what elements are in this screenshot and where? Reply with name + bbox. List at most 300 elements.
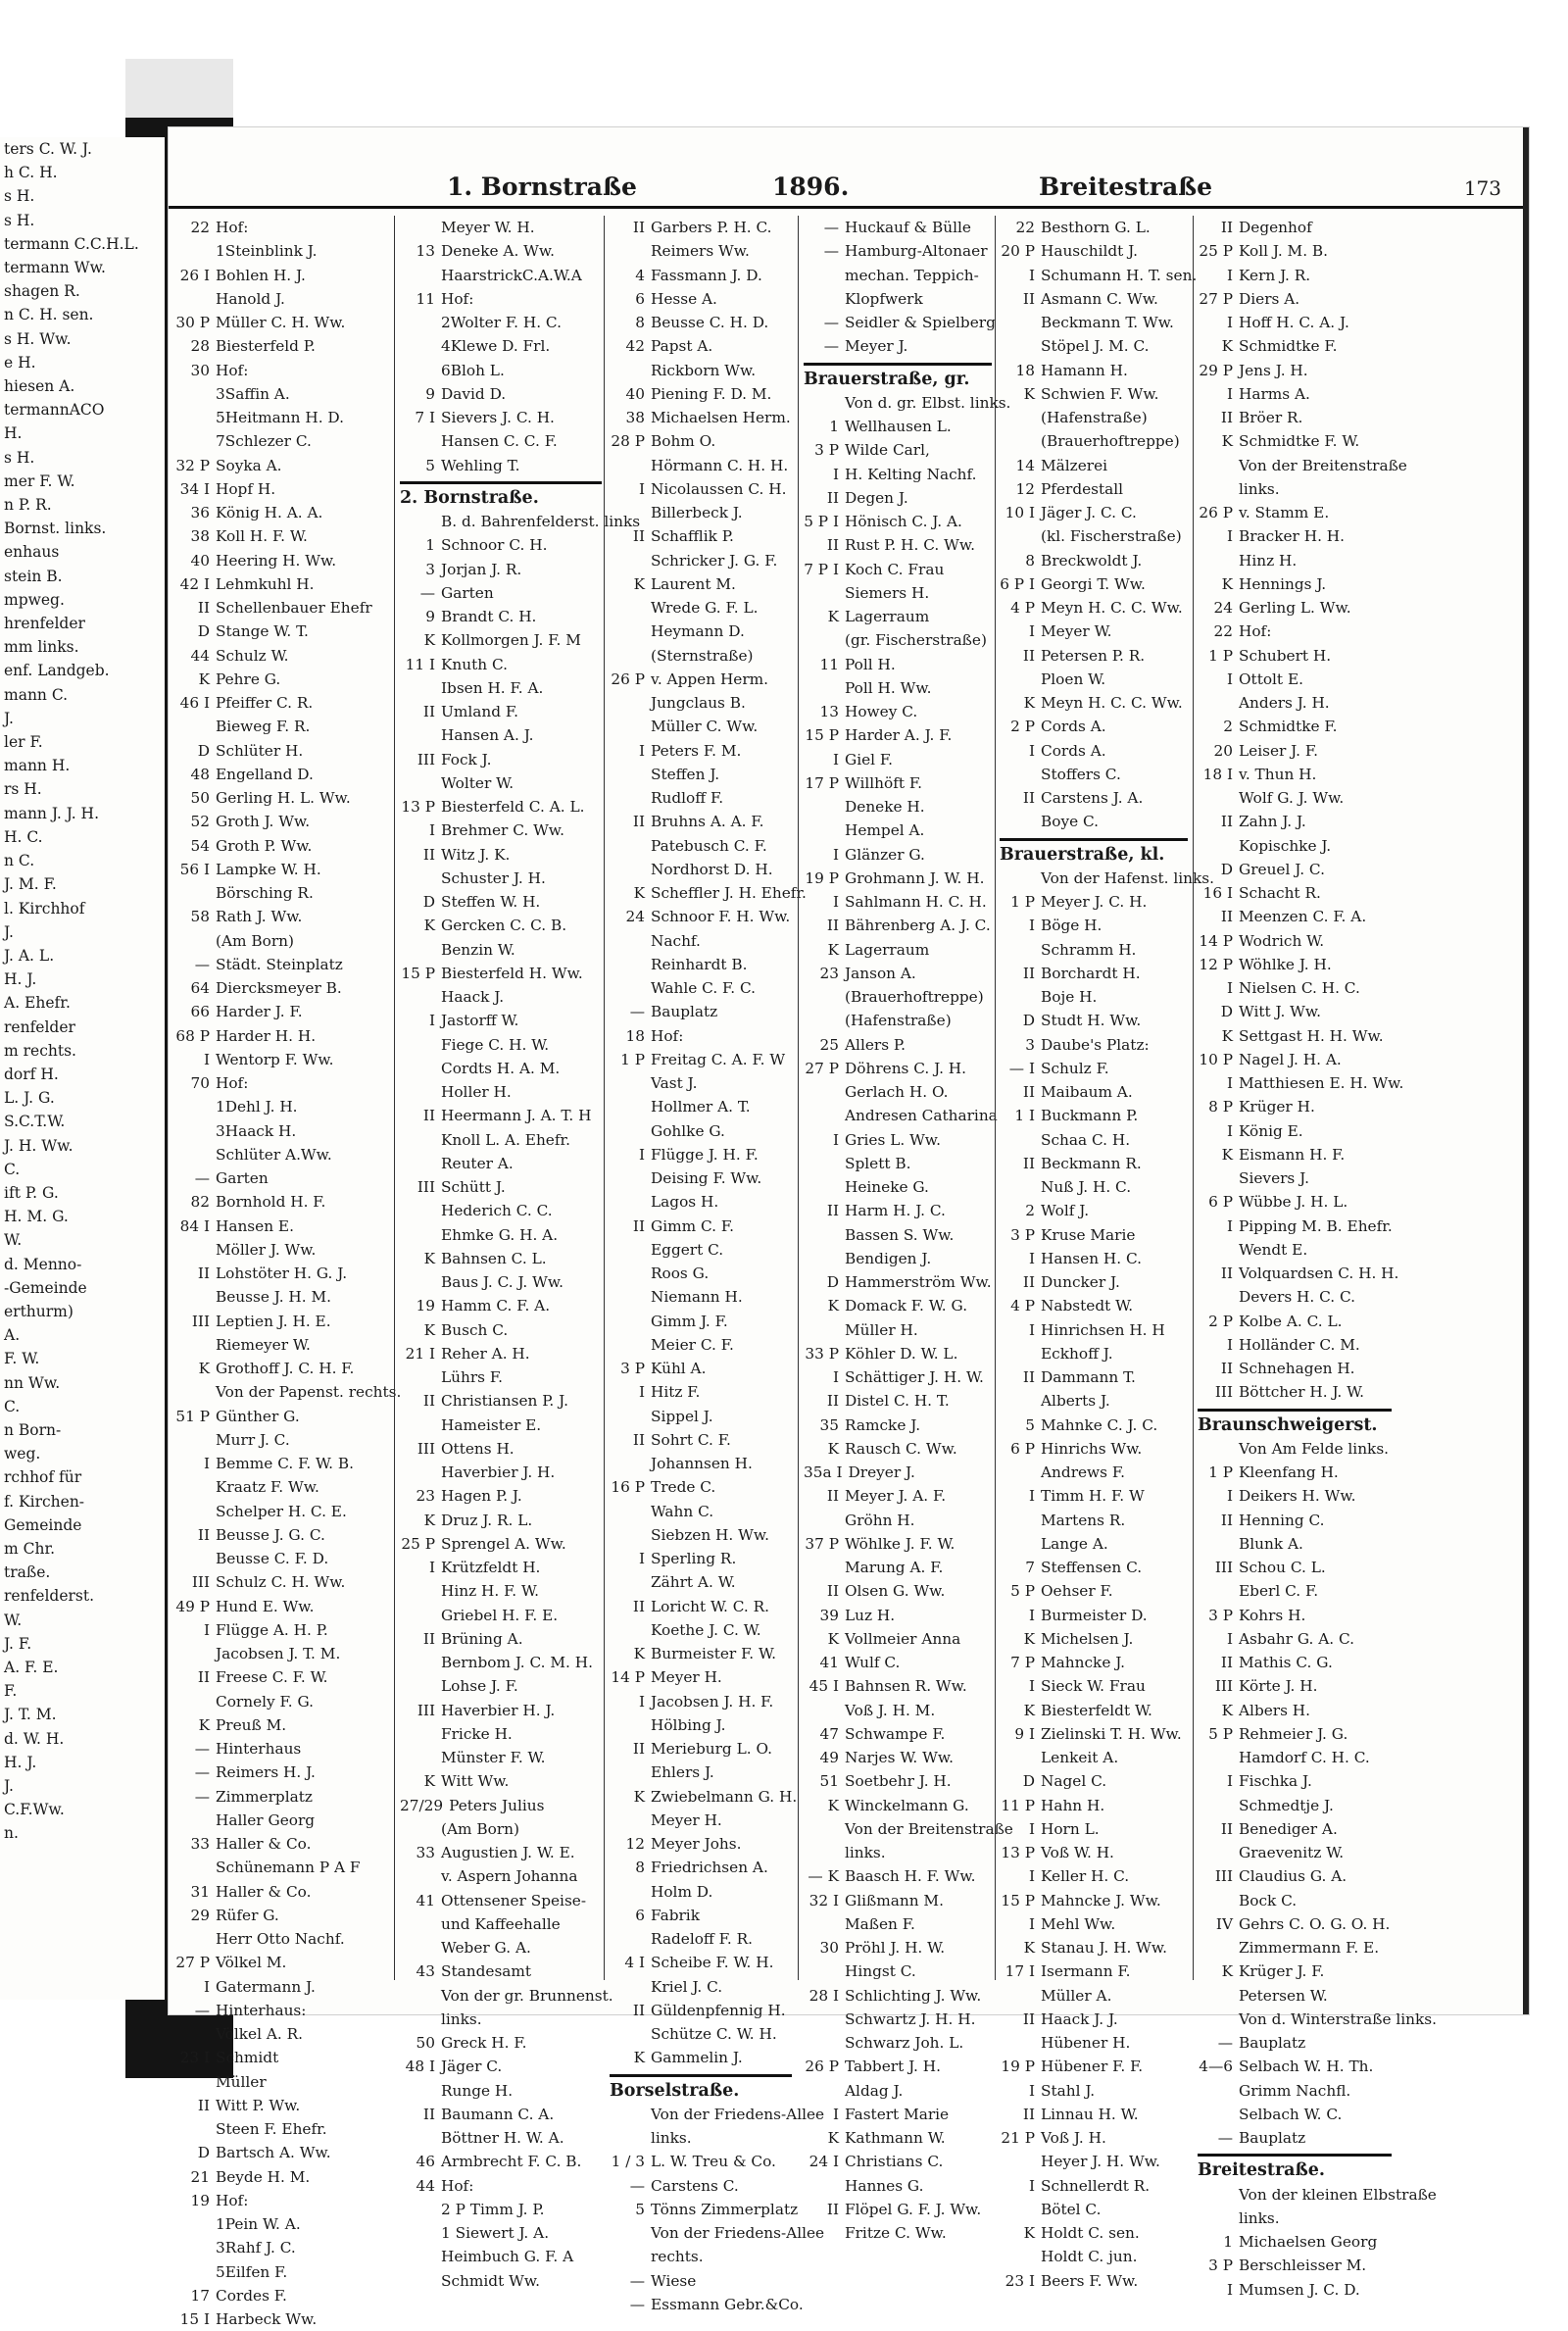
house-number (610, 834, 651, 858)
directory-entry (804, 1223, 992, 1247)
house-number: II (1220, 908, 1233, 926)
house-number (400, 1817, 441, 1841)
house-number: K (633, 1787, 645, 1806)
directory-entry (804, 1912, 992, 1936)
street-heading (1000, 838, 1188, 867)
resident-name: Soetbehr J. H. (845, 1772, 952, 1791)
directory-entry (804, 1389, 992, 1413)
directory-entry (174, 1262, 392, 1285)
resident-name: Weber G. A. (441, 1939, 531, 1957)
resident-name: Boje H. (1041, 988, 1098, 1006)
left-page-line: dorf H. (4, 1065, 59, 1083)
resident-name: 7Schlezer C. (216, 432, 312, 451)
resident-name: Schnoor F. H. Ww. (651, 908, 791, 926)
resident-name: Heymann D. (651, 622, 745, 641)
resident-name: Beckmann R. (1041, 1154, 1142, 1172)
house-number (1198, 2103, 1239, 2126)
house-number: 24 (1213, 599, 1233, 617)
house-number: I (203, 1050, 210, 1068)
directory-entry (1000, 1651, 1188, 1674)
resident-name: Scheibe F. W. H. (651, 1954, 774, 1972)
house-number (804, 676, 845, 700)
resident-name: Koll J. M. B. (1239, 242, 1329, 261)
house-number (174, 287, 216, 311)
directory-entry (174, 953, 392, 976)
resident-name: Johannsen H. (651, 1455, 753, 1472)
left-page-line: termann C.C.H.L. (4, 234, 139, 253)
directory-entry (1000, 1461, 1188, 1484)
house-number: 24 I (808, 2153, 839, 2171)
house-number (174, 1809, 216, 1832)
directory-entry (174, 1475, 392, 1499)
directory-entry (804, 1651, 992, 1674)
directory-entry (804, 1579, 992, 1603)
house-number (1198, 2207, 1239, 2230)
directory-entry (400, 2174, 602, 2198)
house-number: II (826, 1202, 839, 1220)
house-number (1000, 2150, 1041, 2173)
directory-entry (610, 1690, 792, 1713)
house-number (1198, 1841, 1239, 1864)
resident-name: Dammann T. (1041, 1368, 1136, 1386)
directory-entry (610, 953, 792, 976)
resident-name: Koll H. F. W. (216, 527, 308, 546)
directory-entry (400, 1175, 602, 1199)
resident-name: König E. (1239, 1121, 1303, 1140)
directory-entry (1198, 1310, 1392, 1333)
house-number: — I (1008, 1059, 1035, 1077)
resident-name: Rausch C. Ww. (845, 1439, 957, 1458)
resident-name: Huckauf & Bülle (845, 219, 971, 236)
directory-entry (400, 1199, 602, 1222)
house-number (400, 2126, 441, 2150)
directory-entry (174, 1880, 392, 1904)
directory-entry (1000, 1342, 1188, 1365)
left-page-line: h C. H. (4, 164, 58, 182)
directory-entry (174, 216, 392, 239)
house-number: K (1023, 694, 1035, 712)
house-number: 51 P (175, 1407, 210, 1425)
house-number (400, 1461, 441, 1484)
directory-entry (610, 1357, 792, 1380)
directory-entry (1000, 549, 1188, 572)
left-page-line: traße. (4, 1563, 51, 1582)
resident-name: Wolf G. J. Ww. (1239, 789, 1345, 807)
directory-entry (1198, 406, 1392, 429)
directory-entry (400, 558, 602, 581)
resident-name: Holler H. (441, 1083, 512, 1101)
resident-name: Loricht W. C. R. (651, 1597, 770, 1615)
directory-entry (610, 1809, 792, 1832)
resident-name: Wrede G. F. L. (651, 599, 759, 617)
house-number: 22 (1213, 622, 1233, 641)
resident-name: Lampke W. H. (216, 860, 321, 878)
resident-name: Deising F. Ww. (651, 1169, 762, 1187)
resident-name: Essmann Gebr.&Co. (651, 2295, 804, 2313)
house-number (1000, 1342, 1041, 1365)
house-number (1198, 1936, 1239, 1959)
directory-entry (804, 1033, 992, 1057)
resident-name: Hof: (216, 2191, 249, 2209)
directory-entry (1000, 1532, 1188, 1556)
directory-entry (610, 715, 792, 738)
resident-name: Eckhoff J. (1041, 1344, 1113, 1363)
house-number (610, 1071, 651, 1095)
directory-entry (610, 1547, 792, 1570)
resident-name: Boye C. (1041, 813, 1100, 831)
directory-entry (400, 1651, 602, 1674)
house-number (1000, 810, 1041, 833)
resident-name: Michelsen J. (1041, 1629, 1134, 1648)
directory-entry (1000, 620, 1188, 643)
resident-name: Michaelsen Georg (1239, 2233, 1378, 2251)
resident-name: Eggert C. (651, 1240, 724, 1259)
house-number (610, 1166, 651, 1190)
directory-entry (610, 691, 792, 715)
house-number: II (422, 845, 435, 864)
directory-entry (1000, 2245, 1188, 2268)
left-page-line: rs H. (4, 780, 42, 799)
house-number (174, 1095, 216, 1118)
directory-entry (400, 1722, 602, 1746)
directory-entry (400, 1318, 602, 1342)
directory-entry (1000, 644, 1188, 668)
directory-entry (400, 1556, 602, 1579)
house-number: 28 I (808, 1986, 839, 2005)
house-number: 8 (635, 314, 645, 331)
house-number: II (632, 1430, 645, 1449)
house-number: IV (1215, 1914, 1233, 1933)
house-number: 70 (190, 1074, 210, 1092)
resident-name: Cornely F. G. (216, 1692, 315, 1711)
directory-entry (174, 264, 392, 287)
house-number: 8 P (1208, 1098, 1233, 1116)
house-number (610, 620, 651, 643)
house-number: 32 I (808, 1891, 839, 1909)
resident-name: Döhrens C. J. H. (845, 1059, 967, 1077)
resident-name: Selbach W. C. (1239, 2105, 1343, 2123)
house-number (400, 771, 441, 795)
left-page-line: A. F. E. (4, 1659, 59, 1676)
house-number: II (632, 219, 645, 236)
directory-entry (1000, 1864, 1188, 1888)
resident-name: Patebusch C. F. (651, 836, 767, 855)
directory-entry (1000, 1437, 1188, 1461)
house-number: II (1022, 789, 1035, 807)
resident-name: (Hafenstraße) (1041, 409, 1148, 426)
directory-entry (174, 1927, 392, 1951)
resident-name: Biesterfeld P. (216, 337, 316, 356)
directory-entry (610, 2293, 804, 2316)
house-number (174, 2260, 216, 2284)
directory-entry (1198, 2126, 1392, 2150)
directory-entry (400, 216, 602, 239)
house-number (1000, 668, 1041, 691)
directory-entry (610, 2245, 792, 2268)
directory-entry (400, 1889, 602, 1912)
resident-name: Standesamt (441, 1962, 532, 1981)
house-number: II (1022, 2105, 1035, 2123)
directory-entry (400, 1699, 602, 1722)
resident-name: Hagen P. J. (441, 1487, 522, 1506)
street-heading (1198, 1409, 1392, 1437)
resident-name: Hansen E. (216, 1216, 294, 1235)
house-number: II (1220, 1265, 1233, 1282)
directory-entry (400, 1342, 602, 1365)
resident-name: Bährenberg A. J. C. (845, 917, 991, 935)
resident-name: Flügge A. H. P. (216, 1620, 328, 1639)
directory-entry (610, 264, 792, 287)
directory-entry (1000, 2221, 1188, 2245)
directory-entry (174, 429, 392, 453)
directory-entry (174, 2307, 392, 2331)
resident-name: Daube's Platz: (1041, 1035, 1150, 1054)
directory-entry (804, 581, 992, 605)
house-number (174, 2022, 216, 2046)
resident-name: Holländer C. M. (1239, 1335, 1360, 1354)
directory-entry (174, 786, 392, 810)
house-number: III (191, 1312, 210, 1330)
directory-entry (804, 311, 996, 334)
directory-entry (610, 2046, 792, 2069)
resident-name: Oehser F. (1041, 1582, 1113, 1601)
resident-name: Niemann H. (651, 1288, 743, 1307)
resident-name: Wiese (651, 2271, 697, 2290)
directory-entry (1198, 359, 1392, 382)
resident-name: Fastert Marie (845, 2105, 950, 2123)
house-number: 11 P (1001, 1796, 1035, 1814)
resident-name: Hansen H. C. (1041, 1249, 1143, 1267)
directory-entry (804, 1889, 992, 1912)
house-number: I (1226, 979, 1233, 997)
resident-name: Schaa C. H. (1041, 1130, 1131, 1149)
resident-name: Schelper H. C. E. (216, 1502, 347, 1520)
resident-name: Claudius G. A. (1239, 1867, 1348, 1886)
left-page-line: m rechts. (4, 1041, 76, 1060)
resident-name: Kleenfang H. (1239, 1463, 1339, 1481)
house-number: II (197, 1668, 210, 1687)
directory-entry (1000, 1889, 1188, 1912)
resident-name: Maibaum A. (1041, 1083, 1133, 1101)
resident-name: Friedrichsen A. (651, 1859, 768, 1877)
resident-name: Wehling T. (441, 456, 520, 474)
resident-name: H. Kelting Nachf. (845, 465, 977, 483)
directory-entry (610, 1405, 792, 1428)
resident-name: Nagel J. H. A. (1239, 1050, 1342, 1068)
directory-entry (1198, 1461, 1392, 1484)
left-page-line: J. (4, 1777, 14, 1796)
directory-entry (174, 881, 392, 905)
left-page-line: mer F. W. (4, 471, 75, 490)
resident-name: Von der kleinen Elbstraße (1239, 2185, 1437, 2204)
directory-entry (804, 216, 992, 239)
resident-name: 3Haack H. (216, 1121, 297, 1140)
resident-name: Müller C. Ww. (651, 718, 759, 736)
resident-name: Schnoor C. H. (441, 536, 548, 555)
directory-entry (1000, 311, 1188, 334)
house-number: 46 (416, 2153, 435, 2171)
resident-name: Schwartz J. H. H. (845, 2009, 976, 2028)
house-number (610, 501, 651, 524)
resident-name: Busch C. (441, 1320, 509, 1339)
house-number (1000, 867, 1041, 890)
resident-name: Seidler & Spielberg (845, 314, 996, 331)
directory-entry (174, 1951, 392, 1974)
directory-entry (400, 581, 602, 605)
house-number (174, 1475, 216, 1499)
house-number: 42 (625, 337, 645, 356)
directory-entry (610, 1024, 792, 1048)
house-number: 22 (190, 219, 210, 236)
house-number (400, 510, 441, 533)
directory-entry (804, 605, 992, 628)
directory-entry (1198, 1556, 1392, 1579)
resident-name: Flöpel G. F. J. Ww. (845, 2200, 982, 2218)
column-4 (804, 216, 1013, 2242)
resident-name: Wahle C. F. C. (651, 979, 757, 997)
resident-name: Voß W. H. (1041, 1844, 1114, 1861)
directory-entry (400, 1627, 602, 1651)
left-page-line: s H. (4, 187, 35, 206)
directory-entry (1198, 1143, 1392, 1166)
resident-name: und Kaffeehalle (441, 1914, 561, 1933)
directory-entry (1000, 2150, 1188, 2173)
house-number (1000, 1746, 1041, 1769)
directory-entry (174, 2260, 392, 2284)
house-number: — (194, 1787, 210, 1806)
left-page-rows (0, 137, 165, 1846)
left-page-line: n. (4, 1824, 19, 1843)
house-number: D (1220, 1003, 1233, 1021)
resident-name: Bassen S. Ww. (845, 1225, 955, 1244)
house-number (1000, 406, 1041, 429)
house-number: K (1221, 1962, 1233, 1981)
directory-entry (1000, 1984, 1188, 2008)
left-page-line: erthurm) (4, 1302, 74, 1320)
directory-entry (804, 1604, 992, 1627)
page-header (169, 173, 1523, 209)
house-number (610, 644, 651, 668)
resident-name: Harder J. F. (216, 1003, 303, 1021)
resident-name: Hameister E. (441, 1415, 542, 1434)
resident-name: Howey C. (845, 703, 918, 720)
resident-name: Heering H. Ww. (216, 551, 337, 570)
directory-entry (804, 1484, 992, 1508)
house-number: 9 (425, 608, 435, 625)
directory-entry (1198, 644, 1392, 668)
directory-entry (400, 1389, 602, 1413)
house-number (174, 1238, 216, 1262)
directory-entry (610, 501, 792, 524)
resident-name: Glänzer G. (845, 845, 925, 864)
resident-name: Pröhl J. H. W. (845, 1939, 946, 1957)
house-number (610, 2126, 651, 2150)
resident-name: Volquardsen C. H. H. (1239, 1265, 1399, 1282)
resident-name: Freese C. F. W. (216, 1668, 328, 1687)
house-number (610, 1975, 651, 1999)
directory-entry (400, 1604, 602, 1627)
directory-entry (610, 1880, 792, 1904)
directory-entry (610, 1737, 792, 1761)
resident-name: Holm D. (651, 1882, 713, 1901)
directory-entry (610, 1215, 792, 1238)
directory-entry (1198, 786, 1392, 810)
left-page-line: stein B. (4, 567, 63, 585)
resident-name: Krüger H. (1239, 1098, 1315, 1116)
directory-entry (400, 1413, 602, 1437)
house-number: I (428, 1559, 435, 1576)
resident-name: Giel F. (845, 750, 894, 769)
house-number (400, 1912, 441, 1936)
house-number: 2 (1025, 1202, 1035, 1220)
directory-entry (174, 596, 392, 620)
directory-entry (610, 834, 792, 858)
directory-entry (804, 1556, 992, 1579)
house-number: 16 P (611, 1478, 645, 1497)
resident-name: Peters F. M. (651, 741, 742, 760)
directory-entry (1000, 985, 1188, 1009)
directory-entry (1000, 1104, 1188, 1127)
house-number (174, 2070, 216, 2094)
directory-entry (1000, 1627, 1188, 1651)
house-number (174, 881, 216, 905)
house-number (804, 818, 845, 842)
house-number: I (638, 1383, 645, 1402)
house-number: — (823, 337, 839, 356)
directory-entry (400, 1009, 602, 1032)
house-number (1198, 834, 1239, 858)
left-page-line: J. (4, 922, 14, 941)
house-number: K (1023, 2224, 1035, 2242)
resident-name: Schlüter H. (216, 741, 304, 760)
house-number (804, 1223, 845, 1247)
house-number: — (194, 1169, 210, 1187)
left-page-line: H. J. (4, 970, 37, 989)
directory-entry (400, 2269, 602, 2293)
resident-name: Borchardt H. (1041, 964, 1141, 982)
resident-name: Schmedtje J. (1239, 1796, 1334, 1814)
directory-entry (610, 1285, 792, 1309)
directory-entry (610, 406, 792, 429)
house-number (804, 1841, 845, 1864)
directory-entry (1198, 1699, 1392, 1722)
house-number: I (1226, 1335, 1233, 1354)
directory-entry (1198, 1674, 1392, 1698)
directory-entry (400, 359, 602, 382)
house-number (610, 1570, 651, 1594)
directory-entry (804, 287, 992, 311)
left-page-line: l. Kirchhof (4, 899, 85, 918)
column-divider (1193, 216, 1194, 1980)
house-number (610, 858, 651, 881)
resident-name: Von der Breitenstraße (845, 1819, 1013, 1838)
house-number: 27 P (175, 1954, 210, 1972)
house-number: II (1022, 1368, 1035, 1386)
house-number: 8 (1025, 551, 1035, 570)
resident-name: Hübener H. (1041, 2034, 1131, 2052)
directory-entry (174, 1143, 392, 1166)
house-number (804, 1959, 845, 1983)
directory-entry (1198, 1912, 1392, 1936)
house-number: — (194, 1763, 210, 1782)
resident-name: Stange W. T. (216, 622, 309, 641)
directory-entry (1000, 962, 1188, 985)
left-page-line: J. H. Ww. (4, 1136, 74, 1155)
directory-entry (1198, 810, 1392, 833)
house-number: III (1214, 1559, 1233, 1576)
house-number: 1 P (1208, 646, 1233, 665)
resident-name: Gehrs C. O. G. O. H. (1239, 1914, 1391, 1933)
